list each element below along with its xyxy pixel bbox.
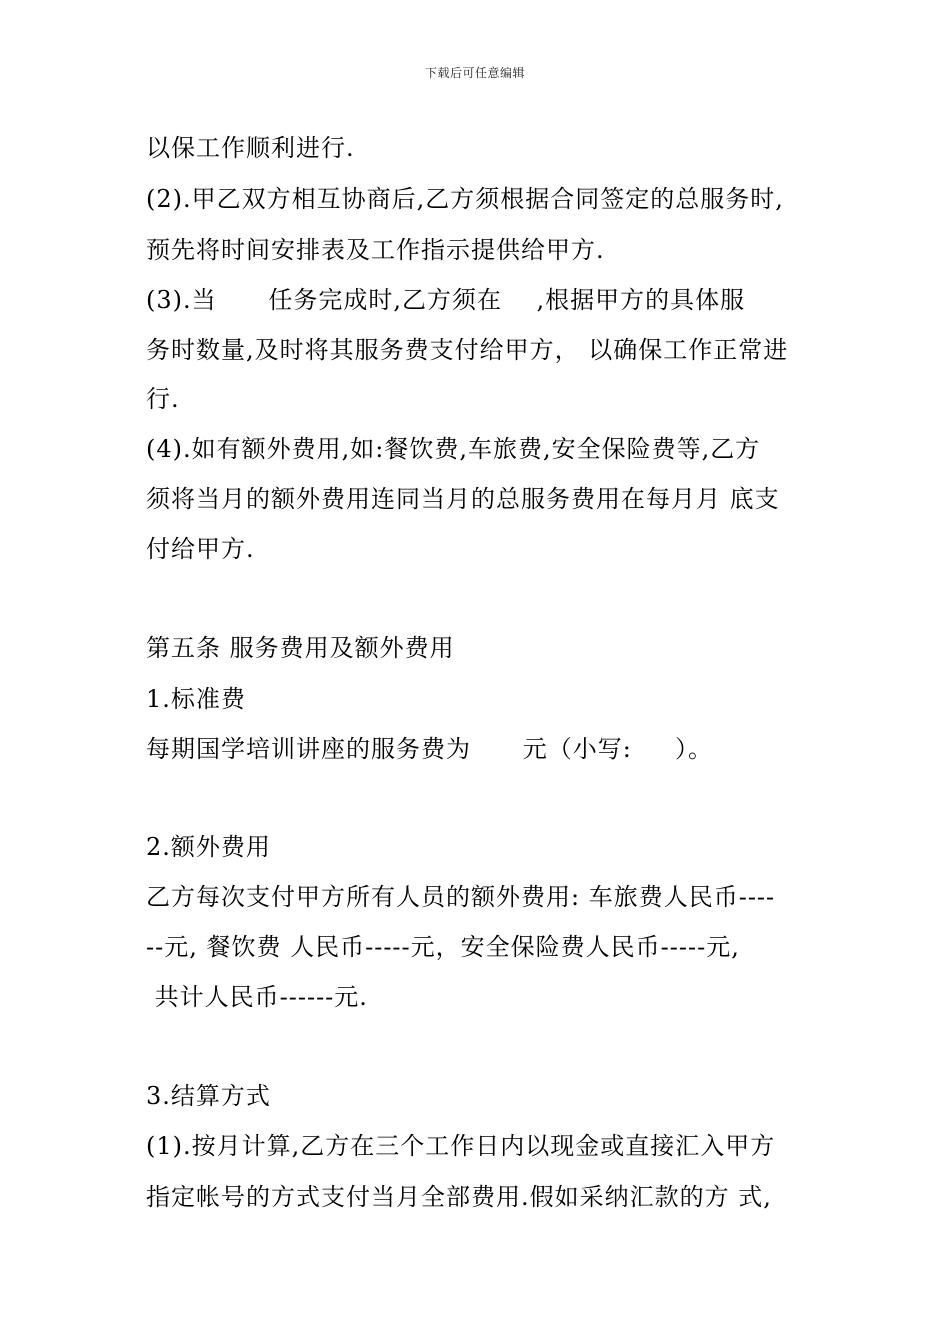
paragraph-line: 预先将时间安排表及工作指示提供给甲方. <box>146 236 605 264</box>
subsection-title: 3.结算方式 <box>146 1082 271 1110</box>
subsection-title: 2.额外费用 <box>146 833 271 861</box>
paragraph-line: (4).如有额外费用,如:餐饮费,车旅费,安全保险费等,乙方 <box>146 435 761 463</box>
paragraph-line: --元, 餐饮费 人民币-----元，安全保险费人民币-----元, <box>146 933 740 961</box>
paragraph-line: 每期国学培训讲座的服务费为 元（小写: ）。 <box>146 735 714 763</box>
paragraph-line: (3).当 任务完成时,乙方须在 ,根据甲方的具体服 <box>146 286 746 314</box>
section-title: 第五条 服务费用及额外费用 <box>146 634 455 662</box>
paragraph-line: 行. <box>146 385 180 413</box>
paragraph-line: 指定帐号的方式支付当月全部费用.假如采纳汇款的方 式, <box>146 1183 772 1211</box>
paragraph-line: 以保工作顺利进行. <box>146 134 355 162</box>
page-header: 下载后可任意编辑 <box>424 66 525 80</box>
paragraph-line: 乙方每次支付甲方所有人员的额外费用: 车旅费人民币---- <box>146 883 776 911</box>
paragraph-line: (2).甲乙双方相互协商后,乙方须根据合同签定的总服务时, <box>146 185 784 213</box>
paragraph-line: 务时数量,及时将其服务费支付给甲方， 以确保工作正常进 <box>146 336 789 364</box>
paragraph-line: 付给甲方. <box>146 535 255 563</box>
paragraph-line: 须将当月的额外费用连同当月的总服务费用在每月月 底支 <box>146 485 780 513</box>
paragraph-line: (1).按月计算,乙方在三个工作日内以现金或直接汇入甲方 <box>146 1132 776 1160</box>
subsection-title: 1.标准费 <box>146 685 246 713</box>
paragraph-line: 共计人民币------元. <box>146 983 368 1011</box>
